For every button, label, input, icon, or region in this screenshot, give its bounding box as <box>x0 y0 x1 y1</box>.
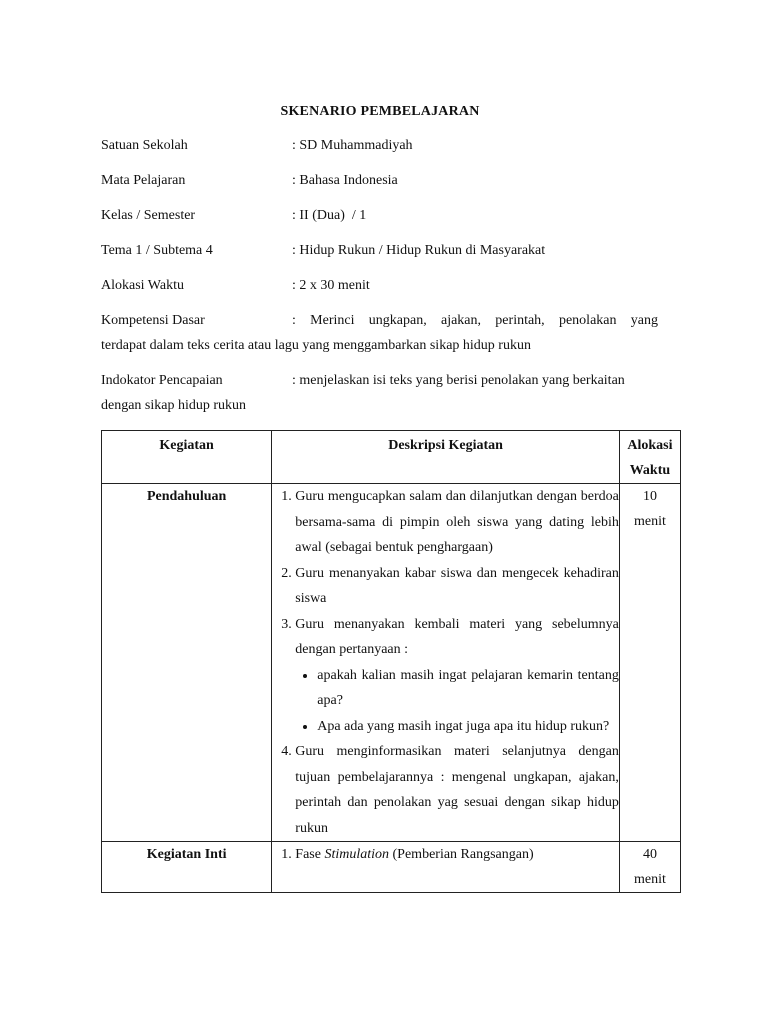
list-item <box>295 842 619 868</box>
info-value: : 2 x 30 menit <box>292 278 370 293</box>
page-title: SKENARIO PEMBELAJARAN <box>280 104 480 119</box>
deskripsi-inti <box>272 842 620 893</box>
info-label: Tema 1 / Subtema 4 <box>101 243 213 258</box>
indikator-text-line-2: dengan sikap hidup rukun <box>101 398 247 413</box>
list-item <box>295 612 619 740</box>
time-value: 40 <box>642 847 657 862</box>
time-unit: menit <box>633 514 666 529</box>
deskripsi-pendahuluan <box>272 484 620 842</box>
list-item-suffix: (Pemberian Rangsangan) <box>389 847 534 862</box>
kegiatan-pendahuluan: Pendahuluan <box>102 484 272 842</box>
info-value: : II (Dua) / 1 <box>292 208 367 223</box>
info-label: Alokasi Waktu <box>101 278 184 293</box>
header-alokasi-line-2: Waktu <box>629 463 671 478</box>
header-alokasi <box>619 431 680 484</box>
list-item-italic: Stimulation <box>324 847 390 862</box>
list-item-prefix: Fase <box>295 847 325 862</box>
alokasi-inti <box>619 842 680 893</box>
alokasi-pendahuluan <box>619 484 680 842</box>
info-value: : SD Muhammadiyah <box>292 138 413 153</box>
info-tema-subtema <box>101 243 659 263</box>
list-item-text: 3. Guru menanyakan kembali materi yang sebelumnya dengan pertanyaan : <box>295 616 619 657</box>
header-kegiatan-label: Kegiatan <box>159 438 214 453</box>
table-header-row <box>102 431 681 484</box>
activity-table <box>101 430 681 893</box>
kompetensi-text-line-2: terdapat dalam teks cerita atau lagu yang menggambarkan sikap hidup rukun <box>101 338 531 353</box>
header-kegiatan <box>102 431 272 484</box>
list-item: 4. Guru menginformasikan materi selanjutnya dengan tujuan pembelajarannya : mengenal ungkapan, ajakan, perintah dan penolakan yag sesuai dengan sikap hidup rukun <box>295 739 619 841</box>
info-label: Mata Pelajaran <box>101 173 186 188</box>
info-value: : Hidup Rukun / Hidup Rukun di Masyarakat <box>292 243 546 258</box>
info-mata-pelajaran <box>101 173 659 193</box>
info-satuan-sekolah <box>101 138 659 158</box>
header-deskripsi <box>272 431 620 484</box>
info-value: : menjelaskan isi teks yang berisi penolakan yang berkaitan <box>292 373 625 388</box>
header-alokasi-line-1: Alokasi <box>627 438 673 453</box>
kegiatan-inti: Kegiatan Inti <box>102 842 272 893</box>
bullet-item: • Apa ada yang masih ingat juga apa itu hidup rukun? <box>317 714 619 740</box>
list-item: 2. Guru menanyakan kabar siswa dan mengecek kehadiran siswa <box>295 561 619 612</box>
bullet-item: • apakah kalian masih ingat pelajaran kemarin tentang apa? <box>317 663 619 714</box>
time-value: 10 <box>642 489 657 504</box>
info-kelas-semester <box>101 208 659 228</box>
header-deskripsi-label: Deskripsi Kegiatan <box>388 438 503 453</box>
table-row-kegiatan-inti <box>102 842 681 893</box>
info-indikator-pencapaian <box>101 373 659 393</box>
info-label: Kompetensi Dasar <box>101 313 205 328</box>
info-label: Satuan Sekolah <box>101 138 188 153</box>
kompetensi-text-line-1: : Merinci ungkapan, ajakan, perintah, penolakan yang <box>292 313 658 328</box>
question-list <box>295 663 619 740</box>
time-unit: menit <box>633 872 666 887</box>
list-item: 1. Guru mengucapkan salam dan dilanjutkan dengan berdoa bersama-sama di pimpin oleh siswa yang dating lebih awal (sebagai bentuk penghargaan) <box>295 484 619 561</box>
table-row-pendahuluan <box>102 484 681 842</box>
info-label: Kelas / Semester <box>101 208 196 223</box>
info-alokasi-waktu <box>101 278 659 298</box>
info-value: : Bahasa Indonesia <box>292 173 398 188</box>
info-label: Indokator Pencapaian <box>101 373 223 388</box>
